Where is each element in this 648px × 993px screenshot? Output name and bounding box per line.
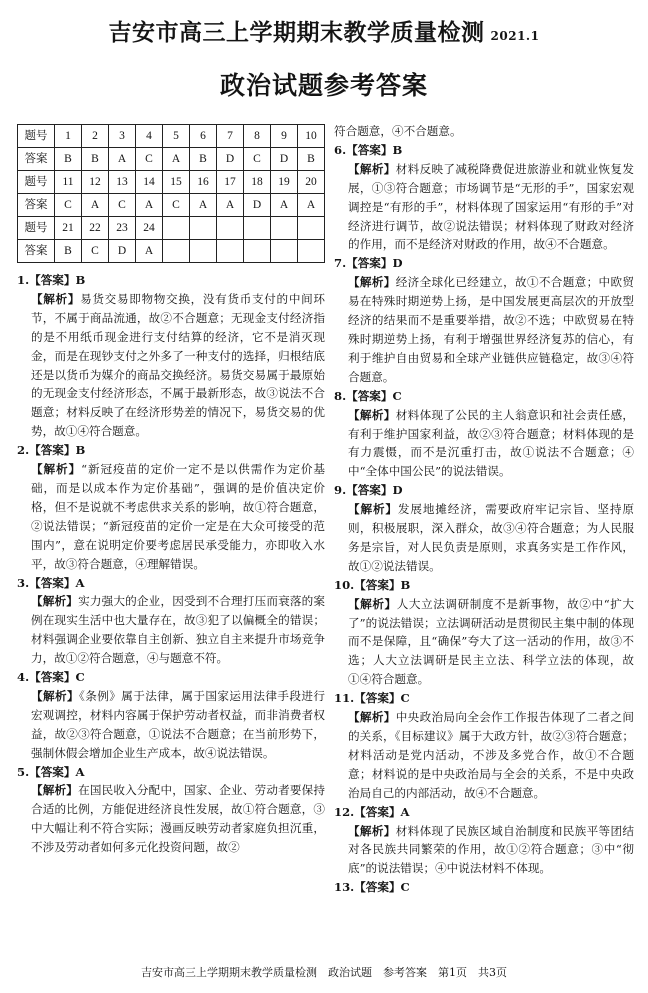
answer-table-cell: A xyxy=(109,148,136,171)
analysis-text: 符合题意，④不合题意。 xyxy=(334,124,462,138)
answer-table-cell: A xyxy=(82,194,109,217)
answer-table-cell: A xyxy=(190,194,217,217)
answer-table-cell: C xyxy=(55,194,82,217)
answer-table-cell: A xyxy=(163,148,190,171)
analysis-text: 经济全球化已经建立，故①不合题意；中欧贸易在特殊时期逆势上扬，是中国发展更高层次的开放型经济的结果而不是重要举措，故②不选；中欧贸易在特殊时期逆势上扬，有利于增强世界经济复苏的信心，有利于维护自由贸易和全球产业链供应链稳定，故③④符合题意。 xyxy=(348,275,634,384)
answer-table-cell: D xyxy=(109,240,136,263)
answer-table-cell xyxy=(163,240,190,263)
answer-table-cell: 2 xyxy=(82,125,109,148)
left-question-list xyxy=(17,271,325,857)
question-analysis xyxy=(334,822,634,879)
answer-table-cell: 16 xyxy=(190,171,217,194)
answer-table-header-cell: 答案 xyxy=(18,148,55,171)
question-analysis xyxy=(17,460,325,573)
analysis-text: 材料体现了民族区域自治制度和民族平等团结对各民族共同繁荣的作用，故①②符合题意；③中“彻底”的说法错误；④中说法材料不体现。 xyxy=(348,823,634,876)
question-item xyxy=(17,763,325,858)
answer-table-cell: 13 xyxy=(109,171,136,194)
answer-table-cell xyxy=(271,240,298,263)
question-analysis xyxy=(17,290,325,441)
answer-table-cell: 15 xyxy=(163,171,190,194)
answer-table-cell: 17 xyxy=(217,171,244,194)
analysis-tag: 【解析】 xyxy=(348,502,398,517)
answer-table-row xyxy=(18,194,325,217)
answer-table-cell: 12 xyxy=(82,171,109,194)
question-answer: 3.【答案】A xyxy=(17,575,85,590)
answer-table-cell: C xyxy=(136,148,163,171)
question-analysis xyxy=(334,406,634,482)
answer-table xyxy=(17,124,325,263)
answer-table-cell: 4 xyxy=(136,125,163,148)
answer-table-cell: C xyxy=(163,194,190,217)
analysis-text: 发展地摊经济，需要政府牢记宗旨、坚持原则，积极展职，深入群众，故③④符合题意；为人民服务是宗旨，对人民负责是原则，求真务实是工作作风，故①②说法错误。 xyxy=(348,502,634,573)
question-item xyxy=(334,576,634,689)
question-analysis xyxy=(17,687,325,763)
question-answer: 13.【答案】C xyxy=(334,880,410,895)
document-title xyxy=(0,14,648,47)
answer-table-cell: 24 xyxy=(136,217,163,240)
answer-table-cell xyxy=(244,217,271,240)
answer-table-cell: 18 xyxy=(244,171,271,194)
answer-table-cell: 14 xyxy=(136,171,163,194)
answer-table-cell: A xyxy=(136,240,163,263)
answer-table-cell: 21 xyxy=(55,217,82,240)
question-analysis xyxy=(17,781,325,857)
answer-table-cell: 22 xyxy=(82,217,109,240)
answer-table-cell xyxy=(217,217,244,240)
question-item xyxy=(17,574,325,669)
answer-table-cell xyxy=(190,240,217,263)
answer-table-cell: C xyxy=(244,148,271,171)
question-answer: 12.【答案】A xyxy=(334,804,410,819)
answer-table-row xyxy=(18,148,325,171)
question-answer: 1.【答案】B xyxy=(17,273,86,287)
answer-table-cell: 9 xyxy=(271,125,298,148)
page-footer: 吉安市高三上学期期末教学质量检测 政治试题 参考答案 第1页 共3页 xyxy=(141,966,507,979)
left-column xyxy=(17,124,325,857)
analysis-text: 材料体现了公民的主人翁意识和社会责任感，有利于维护国家利益，故②③符合题意；材料体现的是有力震慑，而不是沉重打击，故①说法不合题意；④中“全体中国公民”的说法错误。 xyxy=(348,407,634,479)
answer-table-cell xyxy=(244,240,271,263)
answer-table-cell: B xyxy=(82,148,109,171)
answer-table-cell xyxy=(190,217,217,240)
analysis-tag: 【解析】 xyxy=(348,823,396,838)
question-answer: 7.【答案】D xyxy=(334,256,403,271)
answer-table-cell: D xyxy=(271,148,298,171)
answer-table-cell xyxy=(298,240,325,263)
analysis-text: 中央政治局向全会作工作报告体现了二者之间的关系，《目标建议》属于大政方针，故②③符合题意；材料活动是党内活动，不涉及多党合作，故①不合题意；材料说的是中央政治局与全会的关系，不是中央政治局自己的内部活动，故④不合题意。 xyxy=(348,710,634,800)
answer-table-header-cell: 题号 xyxy=(18,125,55,148)
analysis-tag: 【解析】 xyxy=(31,783,79,798)
analysis-tag: 【解析】 xyxy=(31,291,81,306)
question-item xyxy=(17,668,325,763)
answer-table-cell: 3 xyxy=(109,125,136,148)
analysis-tag: 【解析】 xyxy=(348,596,397,611)
question-answer: 10.【答案】B xyxy=(334,577,411,592)
answer-table-cell: B xyxy=(55,148,82,171)
analysis-tag: 【解析】 xyxy=(31,462,82,477)
answer-table-cell: 10 xyxy=(298,125,325,148)
question-item xyxy=(17,441,325,573)
question-answer: 6.【答案】B xyxy=(334,142,403,157)
answer-table-cell xyxy=(298,217,325,240)
question-analysis xyxy=(334,708,634,803)
answer-table-cell: 23 xyxy=(109,217,136,240)
answer-table-cell: 7 xyxy=(217,125,244,148)
question-analysis xyxy=(334,500,634,576)
document-subtitle: 政治试题参考答案 xyxy=(219,71,428,100)
analysis-text: 材料反映了减税降费促进旅游业和就业恢复发展，①③符合题意；市场调节是“无形的手”，国家宏观调控是“有形的手”，材料体现了国家运用“有形的手”对经济进行调节，故②说法错误；材料体现了财政对经济的作用，而不是经济对财政的作用，故④不合题意。 xyxy=(348,161,634,252)
answer-table-cell: 19 xyxy=(271,171,298,194)
answer-table-row xyxy=(18,240,325,263)
question-answer: 5.【答案】A xyxy=(17,764,85,779)
answer-table-cell: B xyxy=(190,148,217,171)
answer-table-cell xyxy=(217,240,244,263)
analysis-tag: 【解析】 xyxy=(348,275,396,290)
answer-table-cell: 6 xyxy=(190,125,217,148)
question-analysis xyxy=(334,122,634,141)
answer-table-header-cell: 题号 xyxy=(18,171,55,194)
question-answer: 8.【答案】C xyxy=(334,388,402,403)
question-item xyxy=(334,803,634,879)
answer-table-row xyxy=(18,217,325,240)
analysis-text: 实力强大的企业，因受到不合理打压而衰落的案例在现实生活中也大量存在，故③犯了以偏概全的错误；材料强调企业要依靠自主创新、独立自主来提升市场竞争力，故①②符合题意，④与题意不符。 xyxy=(31,594,325,666)
answer-table-cell xyxy=(163,217,190,240)
question-item xyxy=(334,122,634,141)
analysis-tag: 【解析】 xyxy=(31,594,79,609)
question-answer: 9.【答案】D xyxy=(334,483,403,498)
right-question-list xyxy=(334,122,634,897)
right-column xyxy=(334,122,634,897)
answer-table-cell: 1 xyxy=(55,125,82,148)
question-answer: 11.【答案】C xyxy=(334,691,410,706)
analysis-tag: 【解析】 xyxy=(31,688,80,703)
question-item xyxy=(334,387,634,482)
question-item xyxy=(17,271,325,441)
answer-table-cell: 11 xyxy=(55,171,82,194)
question-analysis xyxy=(334,160,634,255)
answer-table-cell: B xyxy=(298,148,325,171)
question-item xyxy=(334,141,634,254)
answer-table-cell: D xyxy=(244,194,271,217)
question-answer: 2.【答案】B xyxy=(17,443,86,458)
question-analysis xyxy=(17,592,325,668)
analysis-tag: 【解析】 xyxy=(348,407,396,422)
answer-table-cell: A xyxy=(271,194,298,217)
answer-table-header-cell: 题号 xyxy=(18,217,55,240)
answer-table-header-cell: 答案 xyxy=(18,240,55,263)
answer-table-cell: 8 xyxy=(244,125,271,148)
analysis-text: 在国民收入分配中，国家、企业、劳动者要保持合适的比例，方能促进经济良性发展，故①符合题意，③中大幅让利不符合实际；漫画反映劳动者家庭负担沉重，不涉及劳动者如何多元化投资问题，故② xyxy=(31,783,325,855)
answer-table-cell: A xyxy=(136,194,163,217)
answer-table-cell: 5 xyxy=(163,125,190,148)
analysis-tag: 【解析】 xyxy=(348,710,396,725)
analysis-tag: 【解析】 xyxy=(348,161,396,176)
answer-table-header-cell: 答案 xyxy=(18,194,55,217)
question-item xyxy=(334,878,634,897)
question-analysis xyxy=(334,595,634,690)
question-item xyxy=(334,689,634,802)
analysis-text: 人大立法调研制度不是新事物，故②中“扩大了”的说法错误；立法调研活动是贯彻民主集中制的体现而不是保障，且“确保”夸大了这一活动的作用，故③不选；人大立法调研是民主立法、科学立法的体现，故①④符合题意。 xyxy=(348,596,634,687)
analysis-text: 易货交易即物物交换，没有货币支付的中间环节，不属于商品流通，故②不合题意；无现金支付经济指的是不用纸币现金进行支付结算的经济，它不是消灭现金，而是在现钞支付之外多了一种支付的选择，归根结底还是以货币为媒介的商品交换经济。易货交易属于最原始的无现金支付经济形态，不属于最新形态，故③说法不合题意；材料反映了在经济形势差的情况下，易货交易的优势，故①④符合题意。 xyxy=(31,291,325,439)
analysis-text: 《条例》属于法律，属于国家运用法律手段进行宏观调控，材料内容属于保护劳动者权益，而非消费者权益，故②③符合题意，①说法不合题意；在当前形势下，强制休假会增加企业生产成本，故④说法错误。 xyxy=(31,688,325,760)
analysis-text: “新冠疫苗的定价一定不是以供需作为定价基础，而是以成本作为定价基础”，强调的是价值决定价格，但不是说就不考虑供求关系的影响，故①符合题意，②说法错误；“新冠疫苗的定价一定是在大众可接受的范围内”，意在说明定价要考虑居民承受能力，亦即收入水平，故③符合题意，④理解错误。 xyxy=(31,462,325,571)
answer-table-cell: A xyxy=(217,194,244,217)
answer-table-cell xyxy=(271,217,298,240)
answer-table-row xyxy=(18,125,325,148)
answer-table-cell: B xyxy=(55,240,82,263)
title-date: 2021.1 xyxy=(490,29,540,43)
answer-table-row xyxy=(18,171,325,194)
question-answer: 4.【答案】C xyxy=(17,670,85,685)
title-text: 吉安市高三上学期期末教学质量检测 xyxy=(108,20,485,46)
answer-table-cell: A xyxy=(298,194,325,217)
answer-table-cell: C xyxy=(109,194,136,217)
answer-table-cell: C xyxy=(82,240,109,263)
answer-table-cell: D xyxy=(217,148,244,171)
answer-table-cell: 20 xyxy=(298,171,325,194)
question-analysis xyxy=(334,273,634,386)
question-item xyxy=(334,481,634,576)
question-item xyxy=(334,254,634,386)
